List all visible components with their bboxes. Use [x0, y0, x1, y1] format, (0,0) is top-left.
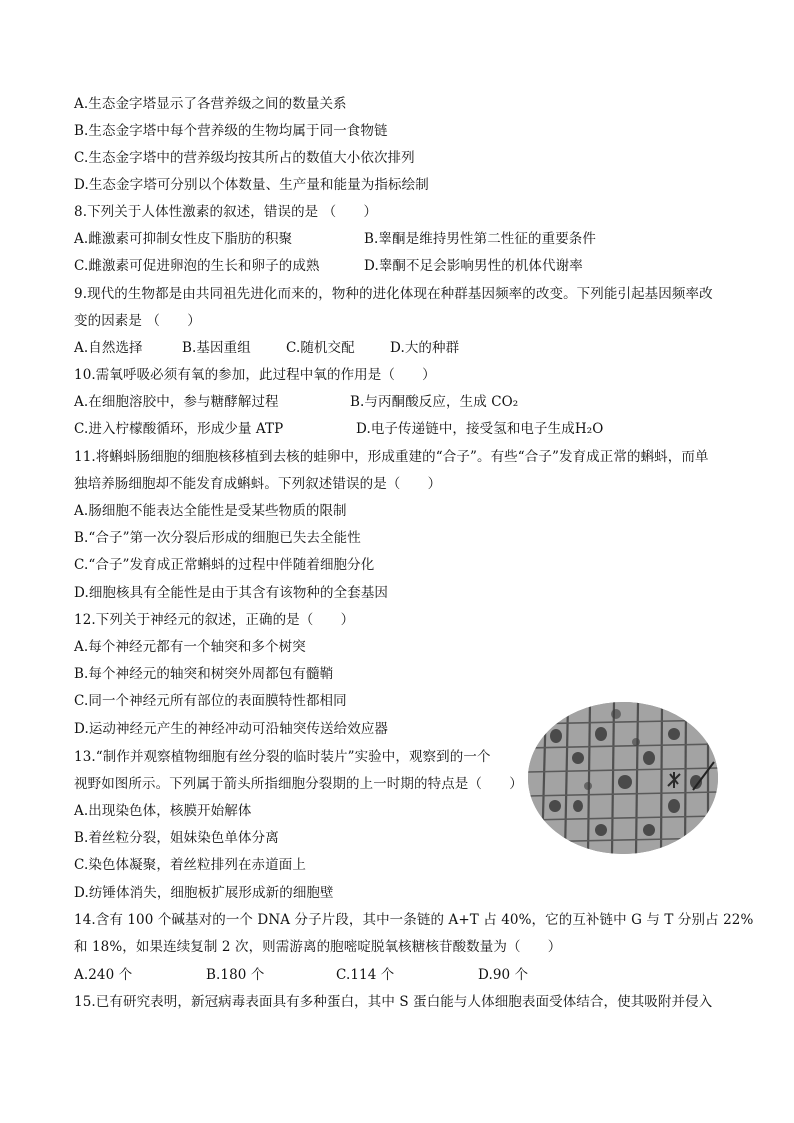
- q13-option-d: D.纺锤体消失，细胞板扩展形成新的细胞壁: [74, 885, 334, 901]
- micrograph-drawing: [528, 702, 718, 854]
- q12-option-a: A.每个神经元都有一个轴突和多个树突: [74, 639, 306, 655]
- q7-option-d: D.生态金字塔可分别以个体数量、生产量和能量为指标绘制: [74, 177, 429, 193]
- q13-stem-line1: 13.“制作并观察植物细胞有丝分裂的临时装片”实验中，观察到的一个: [74, 749, 491, 765]
- q10-stem: 10.需氧呼吸必须有氧的参加，此过程中氧的作用是（ ）: [74, 367, 436, 383]
- q8-option-c: C.雌激素可促进卵泡的生长和卵子的成熟: [74, 258, 320, 274]
- q15-stem-line1: 15.已有研究表明，新冠病毒表面具有多种蛋白，其中 S 蛋白能与人体细胞表面受体结合，使其吸附并侵入: [74, 994, 713, 1010]
- q12-option-b: B.每个神经元的轴突和树突外周都包有髓鞘: [74, 666, 334, 682]
- q14-option-d: D.90 个: [478, 967, 529, 983]
- q13-option-b: B.着丝粒分裂，姐妹染色单体分离: [74, 830, 279, 846]
- q11-option-b: B.“合子”第一次分裂后形成的细胞已失去全能性: [74, 530, 361, 546]
- q8-stem: 8.下列关于人体性激素的叙述，错误的是 （ ）: [74, 204, 378, 220]
- q9-stem-line2: 变的因素是 （ ）: [74, 313, 201, 329]
- q13-option-a: A.出现染色体，核膜开始解体: [74, 803, 252, 819]
- q8-option-d: D.睾酮不足会影响男性的机体代谢率: [364, 258, 583, 274]
- q11-option-d: D.细胞核具有全能性是由于其含有该物种的全套基因: [74, 585, 389, 601]
- q12-option-d: D.运动神经元产生的神经冲动可沿轴突传送给效应器: [74, 721, 389, 737]
- q11-stem-line1: 11.将蝌蚪肠细胞的细胞核移植到去核的蛙卵中，形成重建的“合子”。有些“合子”发育成正常的蝌蚪，而单: [74, 449, 709, 465]
- q14-option-b: B.180 个: [206, 967, 265, 983]
- q13-option-c: C.染色体凝聚，着丝粒排列在赤道面上: [74, 857, 306, 873]
- q10-option-d: D.电子传递链中，接受氢和电子生成H₂O: [356, 421, 604, 437]
- q10-option-c: C.进入柠檬酸循环，形成少量 ATP: [74, 421, 284, 437]
- q10-option-b: B.与丙酮酸反应，生成 CO₂: [350, 394, 519, 410]
- mitosis-micrograph: [528, 702, 718, 854]
- q7-option-a: A.生态金字塔显示了各营养级之间的数量关系: [74, 96, 347, 112]
- q14-option-a: A.240 个: [74, 967, 133, 983]
- q9-option-a: A.自然选择: [74, 340, 143, 356]
- q8-option-a: A.雌激素可抑制女性皮下脂肪的积聚: [74, 231, 293, 247]
- q11-option-c: C.“合子”发育成正常蝌蚪的过程中伴随着细胞分化: [74, 557, 375, 573]
- q7-option-c: C.生态金字塔中的营养级均按其所占的数值大小依次排列: [74, 150, 415, 166]
- q14-stem-line2: 和 18%，如果连续复制 2 次，则需游离的胞嘧啶脱氧核糖核苷酸数量为（ ）: [74, 939, 562, 955]
- q9-option-c: C.随机交配: [286, 340, 355, 356]
- q10-option-a: A.在细胞溶胶中，参与糖酵解过程: [74, 394, 279, 410]
- q9-option-b: B.基因重组: [182, 340, 251, 356]
- q11-stem-line2: 独培养肠细胞却不能发育成蝌蚪。下列叙述错误的是（ ）: [74, 476, 442, 492]
- q8-option-b: B.睾酮是维持男性第二性征的重要条件: [364, 231, 597, 247]
- q14-option-c: C.114 个: [336, 967, 395, 983]
- q7-option-b: B.生态金字塔中每个营养级的生物均属于同一食物链: [74, 123, 388, 139]
- q13-stem-line2: 视野如图所示。下列属于箭头所指细胞分裂期的上一时期的特点是（ ）: [74, 776, 523, 792]
- q12-option-c: C.同一个神经元所有部位的表面膜特性都相同: [74, 693, 347, 709]
- q14-stem-line1: 14.含有 100 个碱基对的一个 DNA 分子片段，其中一条链的 A+T 占 40%，它的互补链中 G 与 T 分别占 22%: [74, 912, 754, 928]
- q12-stem: 12.下列关于神经元的叙述，正确的是（ ）: [74, 612, 355, 628]
- q9-stem-line1: 9.现代的生物都是由共同祖先进化而来的，物种的进化体现在种群基因频率的改变。下列能引起基因频率改: [74, 286, 713, 302]
- q9-option-d: D.大的种群: [390, 340, 460, 356]
- q11-option-a: A.肠细胞不能表达全能性是受某些物质的限制: [74, 503, 347, 519]
